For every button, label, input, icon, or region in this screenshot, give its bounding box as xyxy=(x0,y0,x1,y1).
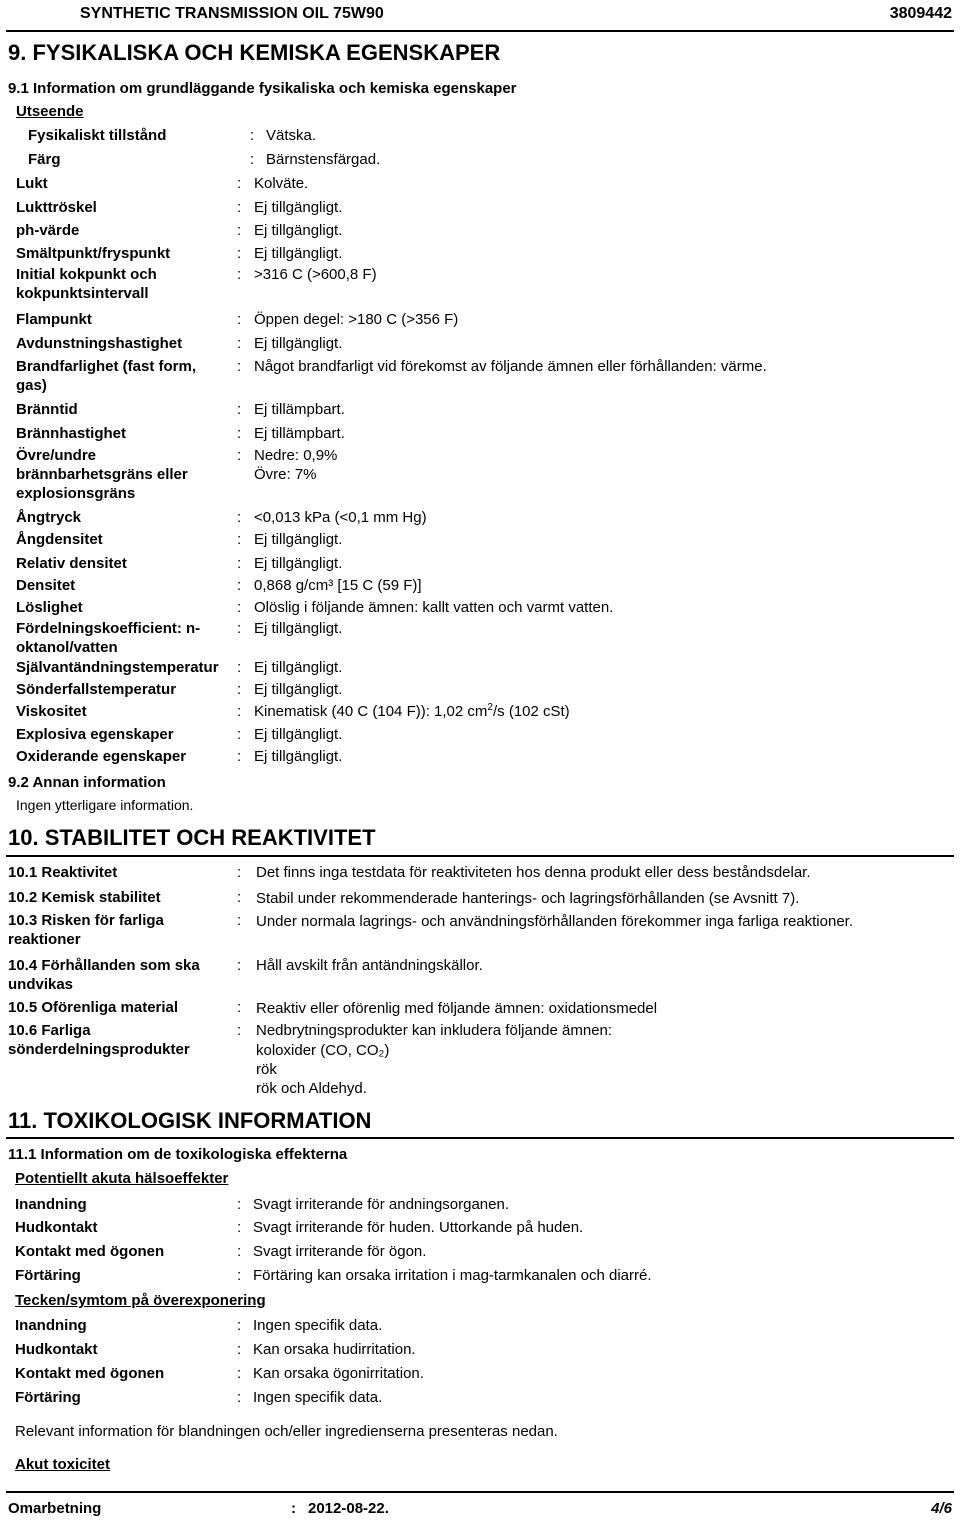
prop-label-explosion-limits-line3: explosionsgräns xyxy=(16,485,136,502)
appearance-heading: Utseende xyxy=(16,103,84,120)
prop-value-explosion-lower: Nedre: 0,9% xyxy=(254,447,338,464)
colon: : xyxy=(237,577,242,594)
prop-value-oxidizing-properties: Ej tillgängligt. xyxy=(254,748,343,765)
colon: : xyxy=(237,199,242,216)
acute-toxicity-heading: Akut toxicitet xyxy=(15,1456,111,1473)
colon: : xyxy=(237,599,242,616)
header-rule xyxy=(6,30,954,32)
acute-label-eyes: Kontakt med ögonen xyxy=(15,1243,165,1260)
colon: : xyxy=(237,509,242,526)
colon: : xyxy=(237,912,242,929)
acute-label-ingestion: Förtäring xyxy=(15,1267,81,1284)
s10-label-conditions-avoid: 10.4 Förhållanden som ska xyxy=(8,957,200,974)
prop-label-flammability: Brandfarlighet (fast form, xyxy=(16,358,197,375)
prop-label-oxidizing-properties: Oxiderande egenskaper xyxy=(16,748,187,765)
prop-value-explosion-upper: Övre: 7% xyxy=(254,466,317,483)
colon: : xyxy=(237,1219,242,1236)
prop-value-autoignition: Ej tillgängligt. xyxy=(254,659,343,676)
colon: : xyxy=(237,175,242,192)
prop-value-decomposition-temp: Ej tillgängligt. xyxy=(254,681,343,698)
s10-label-incompatible: 10.5 Oförenliga material xyxy=(8,999,179,1016)
colon: : xyxy=(237,748,242,765)
prop-value-ph: Ej tillgängligt. xyxy=(254,222,343,239)
s10-value-decomposition-carbon-oxides: koloxider (CO, CO₂) xyxy=(256,1042,390,1059)
section-11-1-subtitle: 11.1 Information om de toxikologiska effekterna xyxy=(8,1146,348,1163)
prop-label-odor: Lukt xyxy=(16,175,48,192)
s10-value-stability: Stabil under rekommenderade hanterings- och lagringsförhållanden (se Avsnitt 7). xyxy=(256,890,800,907)
s10-value-decomposition-smoke-aldehyde: rök och Aldehyd. xyxy=(256,1080,367,1097)
prop-label-odor-threshold: Lukttröskel xyxy=(16,199,97,216)
footer-colon: : xyxy=(291,1500,296,1517)
prop-value-flash-point: Öppen degel: >180 C (>356 F) xyxy=(254,311,459,328)
colon: : xyxy=(237,1365,242,1382)
colon: : xyxy=(237,401,242,418)
colon: : xyxy=(250,127,255,144)
section-10-title: 10. STABILITET OCH REAKTIVITET xyxy=(8,825,376,850)
s10-label-decomposition-products-line2: sönderdelningsprodukter xyxy=(8,1041,190,1058)
prop-label-viscosity: Viskositet xyxy=(16,703,87,720)
colon: : xyxy=(237,1317,242,1334)
prop-label-relative-density: Relativ densitet xyxy=(16,555,127,572)
prop-value-solubility: Olöslig i följande ämnen: kallt vatten och varmt vatten. xyxy=(254,599,614,616)
colon: : xyxy=(237,864,242,881)
section-9-title: 9. FYSIKALISKA OCH KEMISKA EGENSKAPER xyxy=(8,40,501,65)
prop-value-density: 0,868 g/cm³ [15 C (59 F)] xyxy=(254,577,422,594)
prop-value-vapor-pressure: <0,013 kPa (<0,1 mm Hg) xyxy=(254,509,427,526)
prop-value-color: Bärnstensfärgad. xyxy=(266,151,381,168)
colon: : xyxy=(237,425,242,442)
prop-label-evaporation-rate: Avdunstningshastighet xyxy=(16,335,183,352)
prop-value-partition-coefficient: Ej tillgängligt. xyxy=(254,620,343,637)
colon: : xyxy=(237,266,242,283)
symptom-value-inhalation: Ingen specifik data. xyxy=(253,1317,383,1334)
section-9-1-subtitle: 9.1 Information om grundläggande fysikaliska och kemiska egenskaper xyxy=(8,80,517,97)
prop-label-vapor-pressure: Ångtryck xyxy=(16,509,82,526)
viscosity-value-unit: /s (102 cSt) xyxy=(492,703,570,720)
s10-value-reactivity: Det finns inga testdata för reaktiviteten hos denna produkt eller dess beståndsdelar. xyxy=(256,864,811,881)
s10-value-decomposition-products: Nedbrytningsprodukter kan inkludera följande ämnen: xyxy=(256,1022,613,1039)
acute-label-skin: Hudkontakt xyxy=(15,1219,98,1236)
footer-revision-date: 2012-08-22. xyxy=(308,1500,389,1517)
prop-label-vapor-density: Ångdensitet xyxy=(16,531,103,548)
acute-effects-heading: Potentiellt akuta hälsoeffekter xyxy=(15,1170,229,1187)
acute-value-inhalation: Svagt irriterande för andningsorganen. xyxy=(253,1196,509,1213)
symptom-label-inhalation: Inandning xyxy=(15,1317,87,1334)
viscosity-superscript: 2 xyxy=(487,702,493,713)
prop-label-autoignition: Självantändningstemperatur xyxy=(16,659,219,676)
symptoms-heading: Tecken/symtom på överexponering xyxy=(15,1292,266,1309)
prop-label-boiling-point-line2: kokpunktsintervall xyxy=(16,285,149,302)
colon: : xyxy=(237,889,242,906)
prop-value-melting-point: Ej tillgängligt. xyxy=(254,245,343,262)
s10-value-decomposition-smoke: rök xyxy=(256,1061,277,1078)
prop-value-flammability: Något brandfarligt vid förekomst av följande ämnen eller förhållanden: värme. xyxy=(254,358,767,375)
viscosity-value-text: Kinematisk (40 C (104 F)): 1,02 cm xyxy=(254,703,488,720)
prop-label-solubility: Löslighet xyxy=(16,599,83,616)
document-code: 3809442 xyxy=(889,5,952,22)
prop-label-partition-coefficient: Fördelningskoefficient: n- xyxy=(16,620,201,637)
relevant-info-text: Relevant information för blandningen och/eller ingredienserna presenteras nedan. xyxy=(15,1423,558,1440)
s10-value-incompatible: Reaktiv eller oförenlig med följande ämnen: oxidationsmedel xyxy=(256,1000,658,1017)
colon: : xyxy=(237,957,242,974)
colon: : xyxy=(237,358,242,375)
symptom-label-eyes: Kontakt med ögonen xyxy=(15,1365,165,1382)
colon: : xyxy=(237,222,242,239)
colon: : xyxy=(237,311,242,328)
symptom-value-eyes: Kan orsaka ögonirritation. xyxy=(253,1365,424,1382)
prop-label-melting-point: Smältpunkt/fryspunkt xyxy=(16,245,171,262)
footer-page-number: 4/6 xyxy=(931,1500,952,1517)
colon: : xyxy=(250,151,255,168)
section-11-title: 11. TOXIKOLOGISK INFORMATION xyxy=(8,1108,372,1133)
prop-value-burning-time: Ej tillämpbart. xyxy=(254,401,345,418)
section-9-2-text: Ingen ytterligare information. xyxy=(16,797,194,813)
s10-label-hazardous-reactions: 10.3 Risken för farliga xyxy=(8,912,164,929)
colon: : xyxy=(237,555,242,572)
prop-label-decomposition-temp: Sönderfallstemperatur xyxy=(16,681,177,698)
acute-value-eyes: Svagt irriterande för ögon. xyxy=(253,1243,427,1260)
s10-label-hazardous-reactions-line2: reaktioner xyxy=(8,931,81,948)
s10-label-conditions-avoid-line2: undvikas xyxy=(8,976,74,993)
s10-label-decomposition-products: 10.6 Farliga xyxy=(8,1022,91,1039)
prop-value-physical-state: Vätska. xyxy=(266,127,317,144)
acute-value-ingestion: Förtäring kan orsaka irritation i mag-tarmkanalen och diarré. xyxy=(253,1267,652,1284)
prop-value-evaporation-rate: Ej tillgängligt. xyxy=(254,335,343,352)
prop-label-burning-time: Bränntid xyxy=(16,401,78,418)
section-9-2-heading: 9.2 Annan information xyxy=(8,774,166,791)
acute-label-inhalation: Inandning xyxy=(15,1196,87,1213)
prop-label-density: Densitet xyxy=(16,577,76,594)
colon: : xyxy=(237,447,242,464)
s10-value-hazardous-reactions: Under normala lagrings- och användningsförhållanden förekommer inga farliga reaktioner. xyxy=(256,913,854,930)
prop-value-explosive-properties: Ej tillgängligt. xyxy=(254,726,343,743)
colon: : xyxy=(237,703,242,720)
prop-label-boiling-point: Initial kokpunkt och xyxy=(16,266,157,283)
prop-label-explosion-limits-line2: brännbarhetsgräns eller xyxy=(16,466,188,483)
colon: : xyxy=(237,1389,242,1406)
section-11-rule xyxy=(6,1137,954,1139)
colon: : xyxy=(237,245,242,262)
prop-label-burning-rate: Brännhastighet xyxy=(16,425,127,442)
prop-value-boiling-point: >316 C (>600,8 F) xyxy=(254,266,377,283)
colon: : xyxy=(237,681,242,698)
prop-value-vapor-density: Ej tillgängligt. xyxy=(254,531,343,548)
colon: : xyxy=(237,1022,242,1039)
prop-label-physical-state: Fysikaliskt tillstånd xyxy=(28,127,167,144)
symptom-label-skin: Hudkontakt xyxy=(15,1341,98,1358)
colon: : xyxy=(237,659,242,676)
colon: : xyxy=(237,1341,242,1358)
colon: : xyxy=(237,531,242,548)
prop-label-explosion-limits: Övre/undre xyxy=(16,447,97,464)
footer-rule xyxy=(6,1491,954,1493)
prop-label-explosive-properties: Explosiva egenskaper xyxy=(16,726,174,743)
prop-label-ph: ph-värde xyxy=(16,222,80,239)
symptom-label-ingestion: Förtäring xyxy=(15,1389,81,1406)
s10-label-reactivity: 10.1 Reaktivitet xyxy=(8,864,118,881)
acute-value-skin: Svagt irriterande för huden. Uttorkande på huden. xyxy=(253,1219,584,1236)
prop-value-odor: Kolväte. xyxy=(254,175,309,192)
colon: : xyxy=(237,620,242,637)
s10-label-stability: 10.2 Kemisk stabilitet xyxy=(8,889,161,906)
symptom-value-skin: Kan orsaka hudirritation. xyxy=(253,1341,416,1358)
prop-value-relative-density: Ej tillgängligt. xyxy=(254,555,343,572)
prop-value-burning-rate: Ej tillämpbart. xyxy=(254,425,345,442)
symptom-value-ingestion: Ingen specifik data. xyxy=(253,1389,383,1406)
section-10-rule xyxy=(6,855,954,857)
colon: : xyxy=(237,1267,242,1284)
prop-label-color: Färg xyxy=(28,151,61,168)
colon: : xyxy=(237,1243,242,1260)
colon: : xyxy=(237,1196,242,1213)
document-title: SYNTHETIC TRANSMISSION OIL 75W90 xyxy=(80,5,384,22)
colon: : xyxy=(237,999,242,1016)
colon: : xyxy=(237,726,242,743)
prop-label-partition-coefficient-line2: oktanol/vatten xyxy=(16,639,118,656)
prop-label-flash-point: Flampunkt xyxy=(16,311,92,328)
footer-revision-label: Omarbetning xyxy=(8,1500,102,1517)
prop-value-odor-threshold: Ej tillgängligt. xyxy=(254,199,343,216)
colon: : xyxy=(237,335,242,352)
prop-label-flammability-line2: gas) xyxy=(16,377,47,394)
prop-value-viscosity xyxy=(254,702,570,721)
s10-value-conditions-avoid: Håll avskilt från antändningskällor. xyxy=(256,957,483,974)
